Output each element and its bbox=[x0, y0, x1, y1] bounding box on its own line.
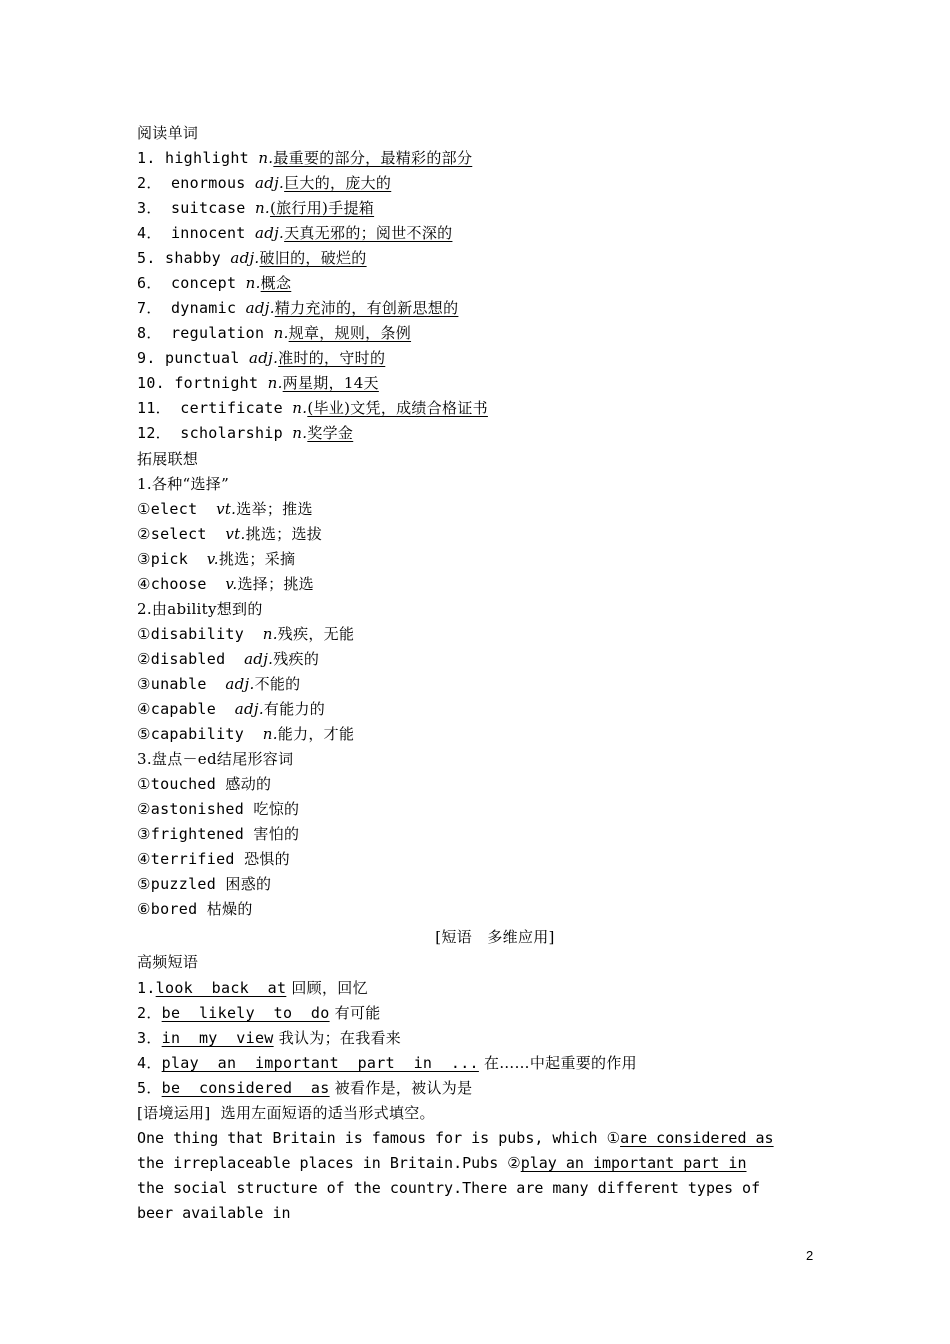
vocab-item bbox=[137, 148, 472, 168]
extension-word: disabled bbox=[150, 650, 245, 668]
vocab-item bbox=[137, 398, 488, 418]
item-marker: ③ bbox=[137, 825, 151, 843]
vocab-word: dynamic bbox=[170, 299, 246, 317]
vocab-item bbox=[137, 373, 379, 393]
vocab-number: 12． bbox=[137, 424, 181, 442]
context-label: [语境运用] bbox=[137, 1104, 211, 1122]
extension-item bbox=[137, 724, 354, 744]
blank-marker-2: ② bbox=[507, 1154, 521, 1172]
item-marker: ① bbox=[137, 500, 151, 518]
vocab-word: highlight bbox=[165, 149, 259, 167]
vocab-word: enormous bbox=[170, 174, 255, 192]
phrase-meaning: 被看作是，被认为是 bbox=[329, 1079, 473, 1097]
extension-meaning: 选举；推选 bbox=[236, 500, 313, 518]
vocab-word: certificate bbox=[180, 399, 293, 417]
phrase-number: 3． bbox=[137, 1029, 162, 1047]
vocab-pos: n. bbox=[254, 199, 270, 217]
blank-answer-2: play an important part in bbox=[520, 1154, 747, 1172]
extension-item bbox=[137, 849, 290, 869]
vocab-item bbox=[137, 298, 458, 318]
item-marker: ③ bbox=[137, 550, 151, 568]
vocab-meaning: 天真无邪的；阅世不深的 bbox=[284, 224, 453, 242]
vocab-pos: adj. bbox=[254, 224, 285, 242]
extension-meaning: 恐惧的 bbox=[244, 850, 290, 868]
phrase-text: look back at bbox=[155, 979, 287, 997]
vocab-word: punctual bbox=[165, 349, 249, 367]
vocab-pos: n. bbox=[245, 274, 261, 292]
item-marker: ④ bbox=[137, 850, 151, 868]
vocab-number: 1. bbox=[137, 149, 165, 167]
vocab-number: 3． bbox=[137, 199, 171, 217]
extension-item bbox=[137, 824, 299, 844]
item-marker: ① bbox=[137, 775, 151, 793]
extension-item bbox=[137, 624, 354, 644]
vocab-pos: adj. bbox=[254, 174, 285, 192]
vocab-meaning: 奖学金 bbox=[307, 424, 354, 442]
vocab-item bbox=[137, 198, 374, 218]
item-marker: ① bbox=[137, 625, 151, 643]
extension-meaning: 残疾的 bbox=[273, 650, 320, 668]
extension-word: touched bbox=[150, 775, 226, 793]
section-heading-phrases: 高频短语 bbox=[137, 953, 199, 971]
extension-word: capability bbox=[150, 725, 263, 743]
extension-item bbox=[137, 499, 313, 519]
phrase-meaning: 在……中起重要的作用 bbox=[478, 1054, 637, 1072]
phrase-meaning: 我认为；在我看来 bbox=[273, 1029, 402, 1047]
vocab-word: scholarship bbox=[180, 424, 293, 442]
item-marker: ② bbox=[137, 800, 151, 818]
extension-pos: v. bbox=[206, 550, 219, 568]
vocab-meaning: (毕业)文凭，成绩合格证书 bbox=[307, 399, 488, 417]
phrase-number: 2． bbox=[137, 1004, 162, 1022]
section-heading-extension: 拓展联想 bbox=[137, 450, 199, 468]
vocab-meaning: 精力充沛的，有创新思想的 bbox=[274, 299, 459, 317]
vocab-word: shabby bbox=[165, 249, 231, 267]
extension-meaning: 困惑的 bbox=[225, 875, 272, 893]
context-instruction: 选用左面短语的适当形式填空。 bbox=[220, 1104, 435, 1122]
extension-word: bored bbox=[150, 900, 207, 918]
phrase-text: play an important part in ... bbox=[161, 1054, 479, 1072]
extension-word: pick bbox=[150, 550, 207, 568]
vocab-meaning: 两星期，14天 bbox=[282, 374, 379, 392]
item-marker: ⑤ bbox=[137, 875, 151, 893]
extension-word: astonished bbox=[150, 800, 254, 818]
extension-group-title: 1.各种“选择” bbox=[137, 475, 230, 493]
vocab-item bbox=[137, 348, 385, 368]
vocab-number: 4． bbox=[137, 224, 171, 242]
item-marker: ③ bbox=[137, 675, 151, 693]
extension-pos: adj. bbox=[244, 650, 274, 668]
extension-word: frightened bbox=[150, 825, 254, 843]
passage bbox=[137, 1126, 777, 1226]
phrase-text: be likely to do bbox=[161, 1004, 330, 1022]
passage-text-2: the irreplaceable places in Britain.Pubs bbox=[137, 1154, 508, 1172]
blank-answer-1: are considered as bbox=[620, 1129, 774, 1147]
blank-marker-1: ① bbox=[606, 1129, 621, 1147]
item-marker: ⑥ bbox=[137, 900, 151, 918]
item-marker: ④ bbox=[137, 575, 151, 593]
passage-text-1: One thing that Britain is famous for is pubs, which bbox=[137, 1129, 607, 1147]
extension-word: disability bbox=[150, 625, 263, 643]
vocab-item bbox=[137, 323, 411, 343]
vocab-item bbox=[137, 248, 367, 268]
vocab-meaning: 概念 bbox=[260, 274, 292, 292]
item-marker: ② bbox=[137, 525, 151, 543]
vocab-pos: n. bbox=[292, 424, 308, 442]
extension-pos: adj. bbox=[225, 675, 255, 693]
extension-word: capable bbox=[150, 700, 235, 718]
extension-meaning: 残疾，无能 bbox=[277, 625, 355, 643]
extension-meaning: 害怕的 bbox=[253, 825, 300, 843]
vocab-pos: adj. bbox=[245, 299, 275, 317]
phrase-number: 4． bbox=[137, 1054, 162, 1072]
vocab-number: 10. bbox=[137, 374, 175, 392]
vocab-word: regulation bbox=[170, 324, 274, 342]
extension-word: puzzled bbox=[150, 875, 226, 893]
phrase-meaning: 回顾，回忆 bbox=[286, 979, 368, 997]
phrase-number: 1. bbox=[137, 979, 156, 997]
vocab-word: fortnight bbox=[174, 374, 268, 392]
vocab-word: concept bbox=[170, 274, 246, 292]
vocab-number: 7． bbox=[137, 299, 171, 317]
extension-pos: n. bbox=[262, 725, 278, 743]
extension-word: choose bbox=[150, 575, 226, 593]
vocab-pos: adj. bbox=[248, 349, 279, 367]
phrase-meaning: 有可能 bbox=[329, 1004, 381, 1022]
vocab-item bbox=[137, 173, 391, 193]
vocab-number: 2． bbox=[137, 174, 171, 192]
context-instruction-line bbox=[137, 1103, 435, 1123]
extension-group-title: 3.盘点－ed结尾形容词 bbox=[137, 750, 294, 768]
extension-item bbox=[137, 799, 299, 819]
extension-word: select bbox=[150, 525, 226, 543]
extension-word: unable bbox=[150, 675, 226, 693]
phrase-item bbox=[137, 1003, 381, 1023]
vocab-word: innocent bbox=[170, 224, 255, 242]
extension-word: elect bbox=[150, 500, 217, 518]
section-heading-reading-words: 阅读单词 bbox=[137, 124, 199, 142]
vocab-meaning: (旅行用)手提箱 bbox=[269, 199, 375, 217]
extension-item bbox=[137, 649, 319, 669]
vocab-pos: n. bbox=[273, 324, 289, 342]
vocab-item bbox=[137, 273, 291, 293]
extension-meaning: 吃惊的 bbox=[253, 800, 300, 818]
extension-pos: adj. bbox=[234, 700, 264, 718]
phrase-item bbox=[137, 1028, 401, 1048]
phrase-item bbox=[137, 978, 368, 998]
extension-meaning: 感动的 bbox=[225, 775, 272, 793]
extension-item bbox=[137, 674, 300, 694]
extension-meaning: 不能的 bbox=[254, 675, 301, 693]
passage-text-3: the social structure of the country.There are many different types of beer available in bbox=[137, 1179, 761, 1222]
extension-meaning: 选择；挑选 bbox=[237, 575, 314, 593]
extension-item bbox=[137, 774, 271, 794]
vocab-number: 9. bbox=[137, 349, 165, 367]
phrase-text: be considered as bbox=[161, 1079, 330, 1097]
extension-meaning: 挑选；采摘 bbox=[218, 550, 296, 568]
vocab-pos: n. bbox=[258, 149, 274, 167]
vocab-number: 11． bbox=[137, 399, 181, 417]
extension-item bbox=[137, 699, 325, 719]
extension-group-title: 2.由ability想到的 bbox=[137, 600, 263, 618]
vocab-item bbox=[137, 423, 353, 443]
item-marker: ④ bbox=[137, 700, 151, 718]
vocab-pos: n. bbox=[292, 399, 308, 417]
page-number: 2 bbox=[806, 1248, 814, 1263]
vocab-meaning: 准时的，守时的 bbox=[278, 349, 386, 367]
vocab-meaning: 最重要的部分，最精彩的部分 bbox=[273, 149, 473, 167]
extension-item bbox=[137, 574, 314, 594]
vocab-item bbox=[137, 223, 452, 243]
vocab-number: 6． bbox=[137, 274, 171, 292]
vocab-meaning: 破旧的，破烂的 bbox=[259, 249, 367, 267]
phrases-section-title: [短语 多维应用] bbox=[435, 928, 555, 946]
extension-meaning: 枯燥的 bbox=[206, 900, 253, 918]
phrase-text: in my view bbox=[161, 1029, 274, 1047]
vocab-number: 8． bbox=[137, 324, 171, 342]
extension-item bbox=[137, 874, 271, 894]
extension-pos: n. bbox=[262, 625, 278, 643]
phrase-item bbox=[137, 1078, 472, 1098]
vocab-meaning: 巨大的，庞大的 bbox=[284, 174, 392, 192]
vocab-number: 5. bbox=[137, 249, 165, 267]
item-marker: ② bbox=[137, 650, 151, 668]
vocab-pos: n. bbox=[267, 374, 283, 392]
extension-item bbox=[137, 524, 322, 544]
vocab-pos: adj. bbox=[230, 249, 260, 267]
extension-pos: vt. bbox=[225, 525, 246, 543]
phrase-item bbox=[137, 1053, 637, 1073]
extension-item bbox=[137, 549, 295, 569]
phrase-number: 5． bbox=[137, 1079, 162, 1097]
extension-meaning: 能力，才能 bbox=[277, 725, 355, 743]
vocab-word: suitcase bbox=[170, 199, 255, 217]
extension-pos: v. bbox=[225, 575, 238, 593]
extension-meaning: 挑选；选拔 bbox=[245, 525, 323, 543]
vocab-meaning: 规章，规则，条例 bbox=[288, 324, 412, 342]
extension-pos: vt. bbox=[216, 500, 237, 518]
extension-item bbox=[137, 899, 253, 919]
extension-meaning: 有能力的 bbox=[263, 700, 326, 718]
extension-word: terrified bbox=[150, 850, 245, 868]
item-marker: ⑤ bbox=[137, 725, 151, 743]
